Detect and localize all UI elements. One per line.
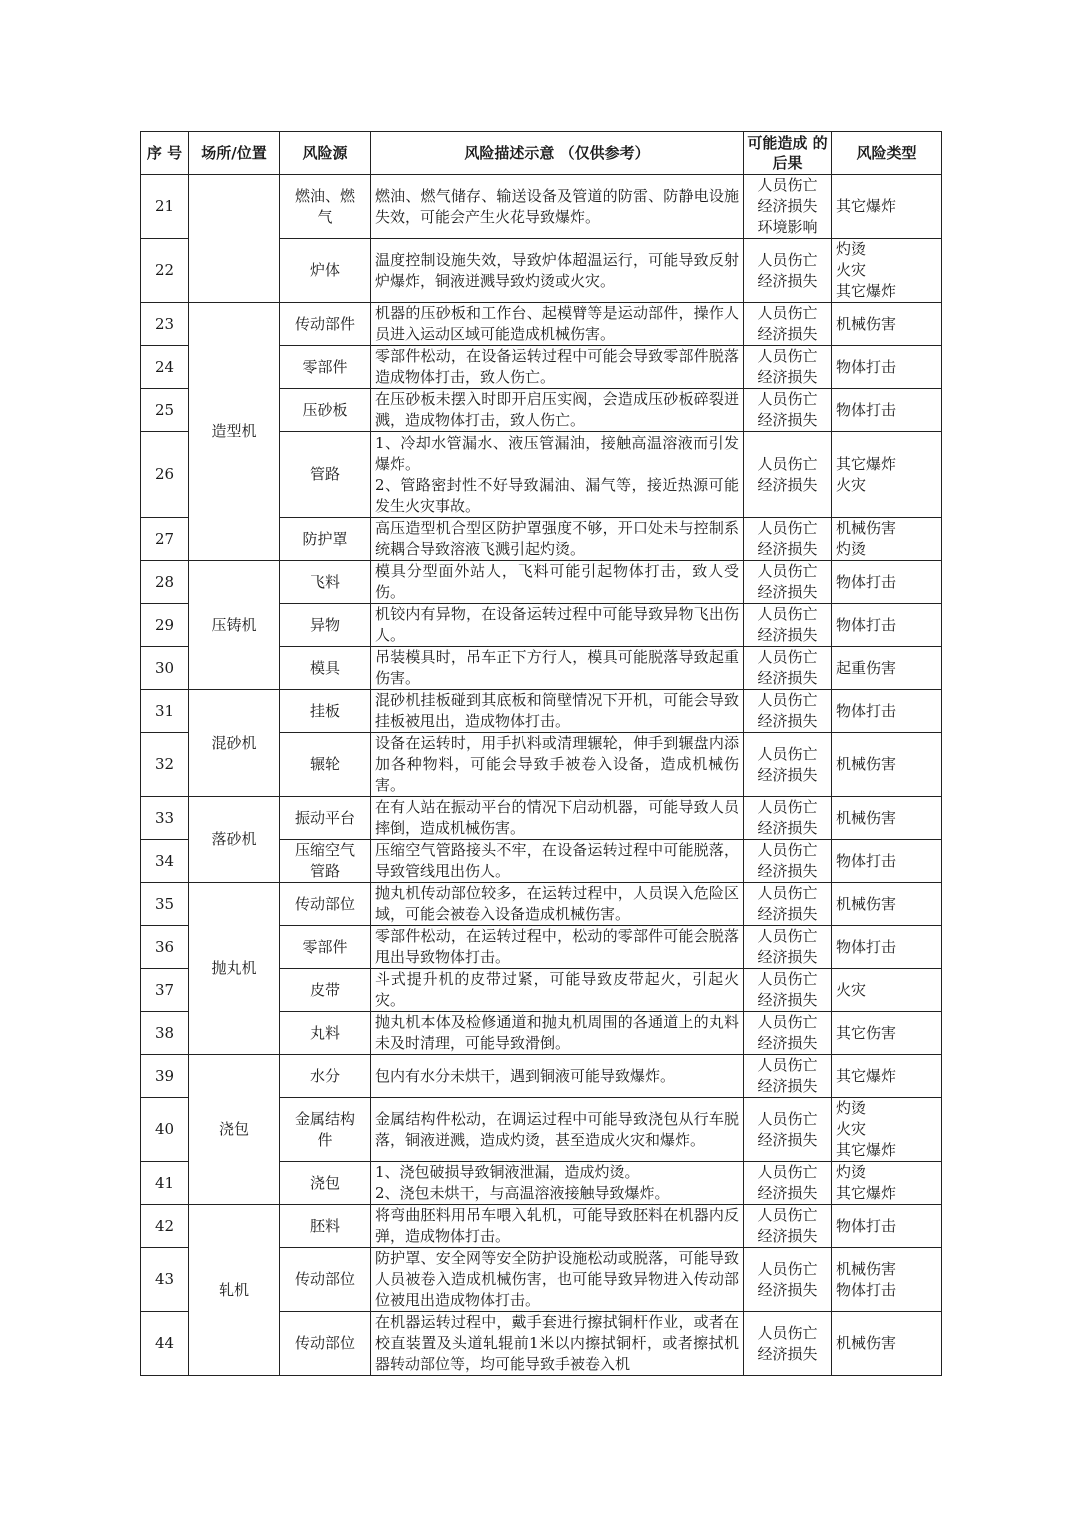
row-no: 38 bbox=[141, 1012, 189, 1055]
row-no: 28 bbox=[141, 561, 189, 604]
header-consequence: 可能造成 的后果 bbox=[744, 132, 832, 175]
row-consequence: 人员伤亡 经济损失 bbox=[744, 647, 832, 690]
row-no: 26 bbox=[141, 432, 189, 518]
row-desc: 设备在运转时，用手扒料或清理辗轮，伸手到辗盘内添加各种物料，可能会导致手被卷入设备，造成机械伤害。 bbox=[371, 733, 744, 797]
header-source: 风险源 bbox=[280, 132, 371, 175]
row-consequence: 人员伤亡 经济损失 bbox=[744, 1205, 832, 1248]
row-type: 起重伤害 bbox=[832, 647, 942, 690]
row-type: 火灾 bbox=[832, 969, 942, 1012]
row-desc: 机铰内有异物，在设备运转过程中可能导致异物飞出伤人。 bbox=[371, 604, 744, 647]
row-no: 31 bbox=[141, 690, 189, 733]
row-type: 其它爆炸 火灾 bbox=[832, 432, 942, 518]
row-consequence: 人员伤亡 经济损失 bbox=[744, 883, 832, 926]
row-desc: 斗式提升机的皮带过紧，可能导致皮带起火，引起火灾。 bbox=[371, 969, 744, 1012]
row-consequence: 人员伤亡 经济损失 bbox=[744, 1312, 832, 1376]
row-consequence: 人员伤亡 经济损失 环境影响 bbox=[744, 175, 832, 239]
row-consequence: 人员伤亡 经济损失 bbox=[744, 969, 832, 1012]
row-source: 异物 bbox=[280, 604, 371, 647]
row-type: 物体打击 bbox=[832, 690, 942, 733]
row-consequence: 人员伤亡 经济损失 bbox=[744, 1012, 832, 1055]
row-no: 21 bbox=[141, 175, 189, 239]
row-no: 24 bbox=[141, 346, 189, 389]
row-source: 飞料 bbox=[280, 561, 371, 604]
row-desc: 模具分型面外站人，飞料可能引起物体打击，致人受伤。 bbox=[371, 561, 744, 604]
row-no: 33 bbox=[141, 797, 189, 840]
place-cell: 混砂机 bbox=[189, 690, 280, 797]
row-source: 模具 bbox=[280, 647, 371, 690]
row-source: 传动部件 bbox=[280, 303, 371, 346]
row-desc: 温度控制设施失效，导致炉体超温运行，可能导致反射炉爆炸，铜液迸溅导致灼烫或火灾。 bbox=[371, 239, 744, 303]
row-consequence: 人员伤亡 经济损失 bbox=[744, 1055, 832, 1098]
header-type: 风险类型 bbox=[832, 132, 942, 175]
row-source: 压缩空气 管路 bbox=[280, 840, 371, 883]
header-seq: 序 号 bbox=[141, 132, 189, 175]
risk-table bbox=[140, 131, 942, 1376]
table-row bbox=[141, 561, 942, 604]
row-source: 胚料 bbox=[280, 1205, 371, 1248]
row-consequence: 人员伤亡 经济损失 bbox=[744, 1162, 832, 1205]
row-type: 机械伤害 物体打击 bbox=[832, 1248, 942, 1312]
row-desc: 金属结构件松动，在调运过程中可能导致浇包从行车脱落，铜液迸溅，造成灼烫，甚至造成火灾和爆炸。 bbox=[371, 1098, 744, 1162]
table-row bbox=[141, 797, 942, 840]
row-consequence: 人员伤亡 经济损失 bbox=[744, 840, 832, 883]
row-desc: 抛丸机传动部位较多，在运转过程中，人员误入危险区域，可能会被卷入设备造成机械伤害。 bbox=[371, 883, 744, 926]
row-source: 丸料 bbox=[280, 1012, 371, 1055]
row-no: 30 bbox=[141, 647, 189, 690]
row-no: 34 bbox=[141, 840, 189, 883]
row-desc: 1、浇包破损导致铜液泄漏，造成灼烫。 2、浇包未烘干，与高温溶液接触导致爆炸。 bbox=[371, 1162, 744, 1205]
header-row bbox=[141, 132, 942, 175]
row-no: 37 bbox=[141, 969, 189, 1012]
row-consequence: 人员伤亡 经济损失 bbox=[744, 1248, 832, 1312]
row-no: 40 bbox=[141, 1098, 189, 1162]
row-source: 炉体 bbox=[280, 239, 371, 303]
row-type: 其它爆炸 bbox=[832, 175, 942, 239]
row-consequence: 人员伤亡 经济损失 bbox=[744, 690, 832, 733]
row-consequence: 人员伤亡 经济损失 bbox=[744, 389, 832, 432]
row-type: 机械伤害 bbox=[832, 1312, 942, 1376]
row-no: 39 bbox=[141, 1055, 189, 1098]
row-desc: 将弯曲胚料用吊车喂入轧机，可能导致胚料在机器内反弹，造成物体打击。 bbox=[371, 1205, 744, 1248]
row-desc: 在压砂板未摆入时即开启压实阀，会造成压砂板碎裂迸溅，造成物体打击，致人伤亡。 bbox=[371, 389, 744, 432]
row-type: 机械伤害 灼烫 bbox=[832, 518, 942, 561]
row-source: 管路 bbox=[280, 432, 371, 518]
row-type: 机械伤害 bbox=[832, 303, 942, 346]
table-row bbox=[141, 303, 942, 346]
place-cell: 抛丸机 bbox=[189, 883, 280, 1055]
row-source: 皮带 bbox=[280, 969, 371, 1012]
row-type: 机械伤害 bbox=[832, 797, 942, 840]
row-no: 22 bbox=[141, 239, 189, 303]
row-desc: 燃油、燃气储存、输送设备及管道的防雷、防静电设施失效，可能会产生火花导致爆炸。 bbox=[371, 175, 744, 239]
row-type: 物体打击 bbox=[832, 840, 942, 883]
row-desc: 吊装模具时，吊车正下方行人，模具可能脱落导致起重伤害。 bbox=[371, 647, 744, 690]
row-source: 零部件 bbox=[280, 346, 371, 389]
row-type: 灼烫 火灾 其它爆炸 bbox=[832, 1098, 942, 1162]
place-cell bbox=[189, 175, 280, 303]
row-no: 32 bbox=[141, 733, 189, 797]
place-cell: 轧机 bbox=[189, 1205, 280, 1376]
row-no: 41 bbox=[141, 1162, 189, 1205]
row-desc: 机器的压砂板和工作台、起模臂等是运动部件，操作人员进入运动区域可能造成机械伤害。 bbox=[371, 303, 744, 346]
row-source: 传动部位 bbox=[280, 1248, 371, 1312]
row-desc: 1、冷却水管漏水、液压管漏油，接触高温溶液而引发爆炸。 2、管路密封性不好导致漏油、漏气等，接近热源可能发生火灾事故。 bbox=[371, 432, 744, 518]
row-no: 35 bbox=[141, 883, 189, 926]
row-type: 灼烫 火灾 其它爆炸 bbox=[832, 239, 942, 303]
row-source: 金属结构 件 bbox=[280, 1098, 371, 1162]
row-no: 23 bbox=[141, 303, 189, 346]
row-source: 传动部位 bbox=[280, 1312, 371, 1376]
row-consequence: 人员伤亡 经济损失 bbox=[744, 432, 832, 518]
row-desc: 零部件松动，在运转过程中，松动的零部件可能会脱落甩出导致物体打击。 bbox=[371, 926, 744, 969]
row-consequence: 人员伤亡 经济损失 bbox=[744, 561, 832, 604]
row-consequence: 人员伤亡 经济损失 bbox=[744, 518, 832, 561]
row-source: 浇包 bbox=[280, 1162, 371, 1205]
row-type: 机械伤害 bbox=[832, 883, 942, 926]
row-no: 25 bbox=[141, 389, 189, 432]
row-source: 挂板 bbox=[280, 690, 371, 733]
header-place: 场所/位置 bbox=[189, 132, 280, 175]
row-consequence: 人员伤亡 经济损失 bbox=[744, 797, 832, 840]
table-row bbox=[141, 1055, 942, 1098]
row-source: 防护罩 bbox=[280, 518, 371, 561]
row-source: 水分 bbox=[280, 1055, 371, 1098]
row-source: 零部件 bbox=[280, 926, 371, 969]
row-source: 燃油、燃 气 bbox=[280, 175, 371, 239]
row-consequence: 人员伤亡 经济损失 bbox=[744, 239, 832, 303]
row-type: 其它伤害 bbox=[832, 1012, 942, 1055]
row-consequence: 人员伤亡 经济损失 bbox=[744, 604, 832, 647]
row-type: 物体打击 bbox=[832, 1205, 942, 1248]
row-type: 物体打击 bbox=[832, 346, 942, 389]
table-row bbox=[141, 175, 942, 239]
row-desc: 高压造型机合型区防护罩强度不够，开口处未与控制系统耦合导致溶液飞溅引起灼烫。 bbox=[371, 518, 744, 561]
row-consequence: 人员伤亡 经济损失 bbox=[744, 926, 832, 969]
row-consequence: 人员伤亡 经济损失 bbox=[744, 1098, 832, 1162]
row-source: 压砂板 bbox=[280, 389, 371, 432]
row-desc: 包内有水分未烘干，遇到铜液可能导致爆炸。 bbox=[371, 1055, 744, 1098]
row-source: 传动部位 bbox=[280, 883, 371, 926]
row-type: 物体打击 bbox=[832, 604, 942, 647]
place-cell: 落砂机 bbox=[189, 797, 280, 883]
table-row bbox=[141, 1205, 942, 1248]
place-cell: 浇包 bbox=[189, 1055, 280, 1205]
row-type: 其它爆炸 bbox=[832, 1055, 942, 1098]
row-desc: 混砂机挂板碰到其底板和筒壁情况下开机，可能会导致挂板被甩出，造成物体打击。 bbox=[371, 690, 744, 733]
row-desc: 压缩空气管路接头不牢，在设备运转过程中可能脱落，导致管线甩出伤人。 bbox=[371, 840, 744, 883]
place-cell: 造型机 bbox=[189, 303, 280, 561]
row-desc: 在机器运转过程中，戴手套进行擦拭铜杆作业，或者在校直装置及头道轧辊前1米以内擦拭铜杆，或者擦拭机器转动部位等，均可能导致手被卷入机 bbox=[371, 1312, 744, 1376]
row-type: 灼烫 其它爆炸 bbox=[832, 1162, 942, 1205]
row-no: 42 bbox=[141, 1205, 189, 1248]
row-no: 36 bbox=[141, 926, 189, 969]
row-consequence: 人员伤亡 经济损失 bbox=[744, 733, 832, 797]
row-desc: 防护罩、安全网等安全防护设施松动或脱落，可能导致人员被卷入造成机械伤害，也可能导致异物进入传动部位被甩出造成物体打击。 bbox=[371, 1248, 744, 1312]
row-consequence: 人员伤亡 经济损失 bbox=[744, 303, 832, 346]
row-consequence: 人员伤亡 经济损失 bbox=[744, 346, 832, 389]
place-cell: 压铸机 bbox=[189, 561, 280, 690]
row-desc: 零部件松动，在设备运转过程中可能会导致零部件脱落造成物体打击，致人伤亡。 bbox=[371, 346, 744, 389]
row-source: 辗轮 bbox=[280, 733, 371, 797]
row-no: 43 bbox=[141, 1248, 189, 1312]
row-no: 27 bbox=[141, 518, 189, 561]
row-desc: 在有人站在振动平台的情况下启动机器，可能导致人员摔倒，造成机械伤害。 bbox=[371, 797, 744, 840]
header-desc: 风险描述示意 （仅供参考） bbox=[371, 132, 744, 175]
row-type: 机械伤害 bbox=[832, 733, 942, 797]
table-row bbox=[141, 883, 942, 926]
row-no: 29 bbox=[141, 604, 189, 647]
row-type: 物体打击 bbox=[832, 926, 942, 969]
row-source: 振动平台 bbox=[280, 797, 371, 840]
row-type: 物体打击 bbox=[832, 561, 942, 604]
row-no: 44 bbox=[141, 1312, 189, 1376]
row-desc: 抛丸机本体及检修通道和抛丸机周围的各通道上的丸料未及时清理，可能导致滑倒。 bbox=[371, 1012, 744, 1055]
table-row bbox=[141, 690, 942, 733]
row-type: 物体打击 bbox=[832, 389, 942, 432]
